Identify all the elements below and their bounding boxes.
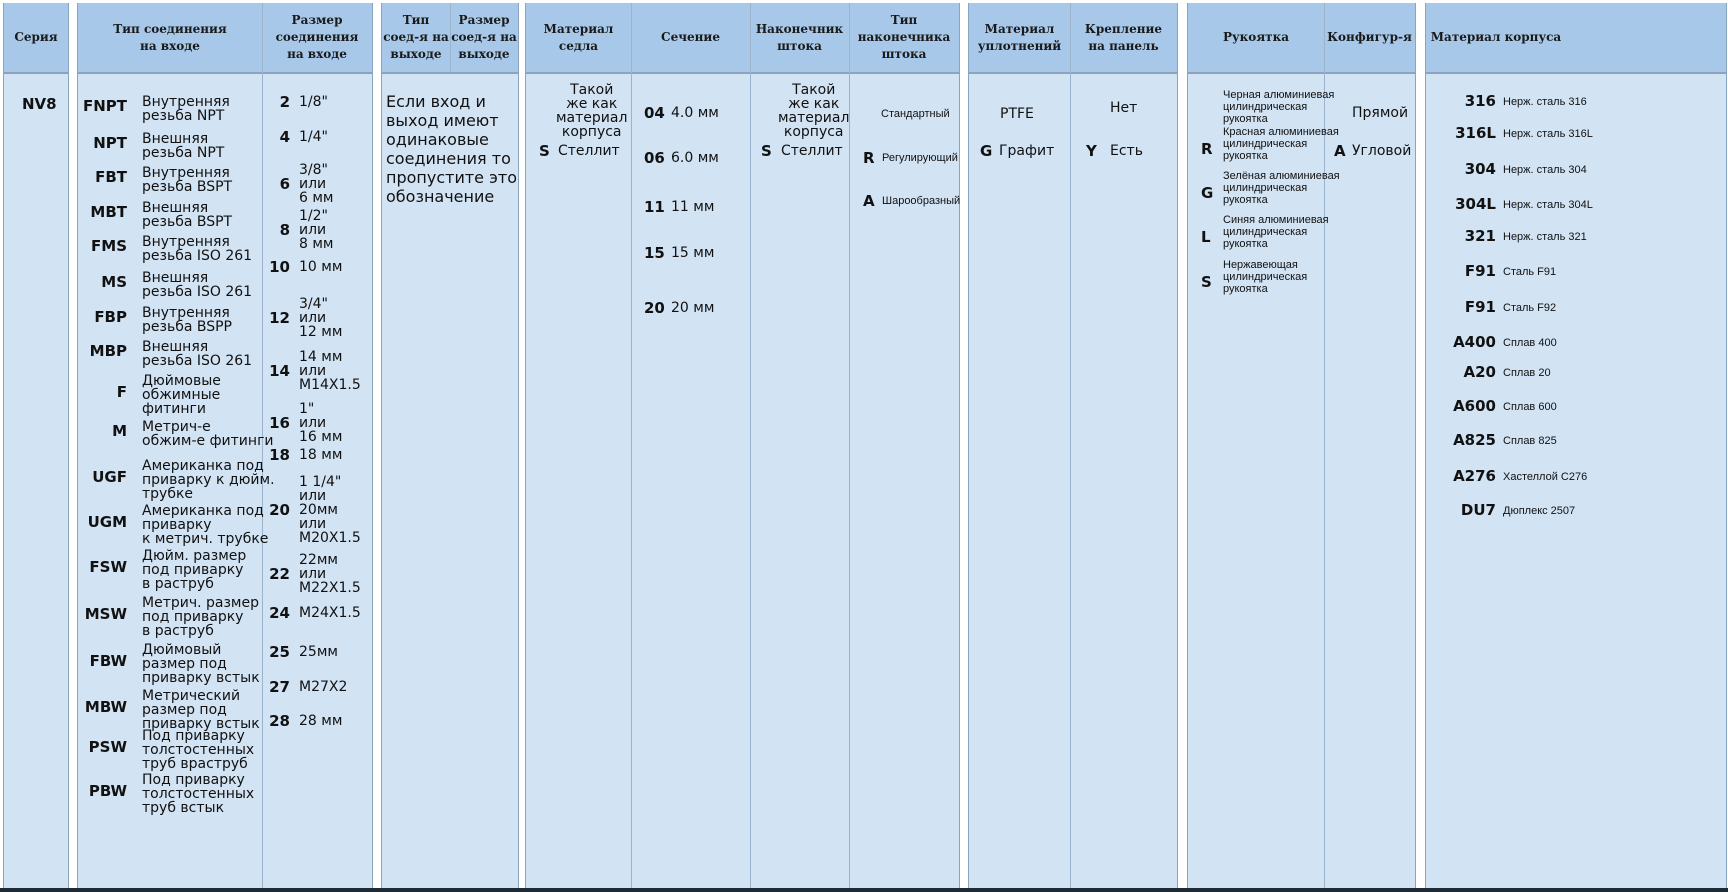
tip-default: Такой же как материал корпуса [778, 82, 850, 140]
handle-config-column-group [1187, 3, 1416, 889]
handle-header: Рукоятка [1222, 30, 1290, 44]
input-size-label: 3/4" или 12 мм [299, 296, 343, 340]
input-type-label: Внешняя резьба ISO 261 [142, 270, 253, 300]
output-type-header: Тип соед-я на выходе [383, 13, 449, 61]
input-size-code: 18 [269, 446, 290, 464]
input-size-header: Размер соединения на входе [275, 13, 359, 61]
output-note: Если вход и выход имеют одинаковые соединения то пропустите это обозначение [386, 92, 517, 206]
series-value: NV8 [22, 95, 57, 113]
body-code: 316 [1464, 92, 1496, 110]
input-size-code: 12 [269, 309, 290, 327]
handle-default: Черная алюминиевая цилиндрическая рукоятка [1223, 89, 1335, 125]
handle-label: Красная алюминиевая цилиндрическая рукоятка [1223, 126, 1339, 162]
body-code: F91 [1464, 298, 1496, 316]
body-label: Сплав 825 [1503, 435, 1557, 447]
panel-default: Нет [1110, 100, 1138, 116]
input-type-label: Внешняя резьба ISO 261 [142, 339, 253, 369]
input-size-code: 4 [279, 128, 290, 146]
input-type-label: Внешняя резьба NPT [142, 131, 225, 161]
input-size-label: M24X1.5 [299, 605, 361, 621]
config-default: Прямой [1352, 105, 1409, 121]
input-size-label: 1/8" [299, 94, 328, 110]
input-column-group [77, 3, 373, 889]
section-label: 15 мм [671, 245, 715, 261]
body-material-header: Материал корпуса [1430, 30, 1562, 44]
input-size-code: 6 [279, 175, 290, 193]
bottom-border [0, 888, 1728, 892]
section-code: 06 [644, 149, 665, 167]
body-label: Сталь F91 [1503, 266, 1557, 278]
tip-type-text-a: Шарообразный [882, 195, 961, 207]
body-label: Сплав 20 [1503, 367, 1551, 379]
tip-type-code-a: A [863, 192, 875, 210]
input-size-label: 14 мм или M14X1.5 [299, 349, 361, 393]
body-label: Нерж. сталь 304 [1503, 164, 1587, 176]
handle-label: Нержавеющая цилиндрическая рукоятка [1223, 259, 1308, 295]
tip-type-default: Стандартный [881, 108, 950, 120]
section-code: 11 [644, 198, 665, 216]
body-label: Нерж. сталь 316L [1503, 128, 1593, 140]
section-label: 4.0 мм [671, 105, 719, 121]
input-type-label: Американка под приварку к дюйм. трубке [142, 458, 275, 502]
seat-default: Такой же как материал корпуса [556, 82, 628, 140]
body-code: F91 [1464, 262, 1496, 280]
handle-label: Синяя алюминиевая цилиндрическая рукоятка [1223, 214, 1329, 250]
config-text-a: Угловой [1352, 143, 1412, 159]
input-type-label: Американка под приварку к метрич. трубке [142, 503, 269, 547]
input-size-code: 20 [269, 501, 290, 519]
config-header: Конфигур-я [1327, 30, 1412, 44]
input-size-code: 28 [269, 712, 290, 730]
body-label: Нерж. сталь 321 [1503, 231, 1587, 243]
input-size-code: 2 [279, 93, 290, 111]
input-size-label: 1 1/4" или 20мм или M20X1.5 [299, 474, 361, 546]
input-type-label: Метрический размер под приварку встык [142, 688, 260, 732]
input-type-label: Внутренняя резьба BSPT [142, 165, 233, 195]
input-type-code: MBT [90, 203, 127, 221]
input-type-code: MBW [84, 698, 127, 716]
handle-code: R [1201, 140, 1213, 158]
panel-text-y: Есть [1110, 143, 1143, 159]
seat-text: Стеллит [558, 143, 620, 159]
input-type-label: Внутренняя резьба ISO 261 [142, 234, 253, 264]
input-type-label: Дюйм. размер под приварку в раструб [142, 548, 247, 592]
body-label: Сталь F92 [1503, 302, 1557, 314]
input-size-code: 8 [279, 221, 290, 239]
config-code-a: A [1334, 142, 1346, 160]
body-label: Сплав 600 [1503, 401, 1557, 413]
input-type-code: UGF [92, 468, 127, 486]
handle-label: Зелёная алюминиевая цилиндрическая рукоятка [1223, 170, 1340, 206]
input-type-code: MSW [84, 605, 127, 623]
input-size-label: 10 мм [299, 259, 343, 275]
input-size-label: 18 мм [299, 447, 343, 463]
divider [750, 3, 751, 889]
body-code: A400 [1453, 333, 1496, 351]
input-size-code: 16 [269, 414, 290, 432]
input-size-code: 27 [269, 678, 290, 696]
series-header-label: Серия [14, 30, 58, 44]
input-size-code: 24 [269, 604, 290, 622]
seal-code-g: G [980, 142, 993, 160]
panel-code-y: Y [1086, 142, 1097, 160]
seal-header: Материал уплотнений [977, 21, 1062, 53]
series-column [3, 3, 69, 889]
section-code: 20 [644, 299, 665, 317]
input-type-code: FBW [89, 652, 127, 670]
section-label: 6.0 мм [671, 150, 719, 166]
input-size-label: 1/2" или 8 мм [299, 208, 334, 252]
input-type-code: F [116, 383, 127, 401]
tip-type-header: Тип наконечника штока [857, 13, 951, 61]
output-column-group [381, 3, 519, 889]
tip-code: S [761, 142, 772, 160]
input-type-code: FBP [94, 308, 127, 326]
body-label: Нерж. сталь 304L [1503, 199, 1593, 211]
input-size-code: 14 [269, 362, 290, 380]
body-label: Хастеллой C276 [1503, 471, 1588, 483]
input-type-label: Внутренняя резьба BSPP [142, 305, 232, 335]
handle-code: G [1201, 184, 1214, 202]
section-header: Сечение [661, 30, 720, 44]
handle-code: L [1201, 228, 1211, 246]
divider [1070, 3, 1071, 889]
input-type-code: UGM [87, 513, 127, 531]
section-label: 11 мм [671, 199, 715, 215]
body-code: DU7 [1460, 501, 1496, 519]
input-type-code: FNPT [82, 97, 127, 115]
input-type-code: FSW [89, 558, 127, 576]
body-code: 321 [1464, 227, 1496, 245]
divider [450, 3, 451, 72]
seal-default: PTFE [1000, 106, 1034, 122]
seal-panel-column-group [968, 3, 1178, 889]
body-label: Дюплекс 2507 [1503, 505, 1576, 517]
input-type-label: Внешняя резьба BSPT [142, 200, 233, 230]
body-label: Сплав 400 [1503, 337, 1557, 349]
body-label: Нерж. сталь 316 [1503, 96, 1587, 108]
input-size-label: 3/8" или 6 мм [299, 162, 334, 206]
input-type-code: MBP [89, 342, 127, 360]
body-code: A276 [1453, 467, 1496, 485]
panel-header: Крепление на панель [1084, 21, 1163, 53]
handle-code: S [1201, 273, 1212, 291]
input-type-label: Метрич. размер под приварку в раструб [142, 595, 259, 639]
input-type-label: Внутренняя резьба NPT [142, 94, 230, 124]
divider [631, 3, 632, 889]
input-type-label: Дюймовый размер под приварку встык [142, 642, 260, 686]
body-code: A825 [1453, 431, 1496, 449]
tip-type-text-r: Регулирующий [882, 152, 958, 164]
input-type-code: PBW [88, 782, 127, 800]
input-type-label: Дюймовые обжимные фитинги [142, 373, 221, 417]
body-code: 304L [1455, 195, 1496, 213]
input-size-label: 1" или 16 мм [299, 401, 343, 445]
input-size-code: 22 [269, 565, 290, 583]
input-type-label: Метрич-е обжим-е фитинги [142, 419, 274, 449]
body-code: A20 [1463, 363, 1496, 381]
output-size-header: Размер соед-я на выходе [451, 13, 517, 61]
section-code: 15 [644, 244, 665, 262]
input-size-label: 22мм или M22X1.5 [299, 552, 361, 596]
body-column-group [1425, 3, 1727, 889]
section-label: 20 мм [671, 300, 715, 316]
input-type-header: Тип соединения на входе [113, 21, 227, 53]
tip-header: Наконечник штока [755, 21, 844, 53]
input-type-code: PSW [88, 738, 127, 756]
seat-header: Материал седла [543, 21, 614, 53]
input-type-code: M [112, 422, 127, 440]
tip-type-code-r: R [863, 149, 875, 167]
input-size-label: 28 мм [299, 713, 343, 729]
input-type-code: FMS [91, 237, 127, 255]
input-type-label: Под приварку толстостенных труб встык [142, 772, 255, 816]
seat-code: S [539, 142, 550, 160]
input-size-label: M27X2 [299, 679, 348, 695]
tip-text: Стеллит [781, 143, 843, 159]
input-type-code: MS [101, 273, 127, 291]
input-size-label: 1/4" [299, 129, 328, 145]
input-size-code: 10 [269, 258, 290, 276]
body-code: 304 [1464, 160, 1496, 178]
input-type-code: FBT [95, 168, 127, 186]
input-size-code: 25 [269, 643, 290, 661]
valve-trim-column-group [525, 3, 960, 889]
body-code: A600 [1453, 397, 1496, 415]
seal-text-g: Графит [999, 143, 1055, 159]
input-type-label: Под приварку толстостенных труб враструб [142, 728, 255, 772]
body-code: 316L [1455, 124, 1496, 142]
section-code: 04 [644, 104, 665, 122]
input-size-label: 25мм [299, 644, 338, 660]
input-type-code: NPT [93, 134, 127, 152]
